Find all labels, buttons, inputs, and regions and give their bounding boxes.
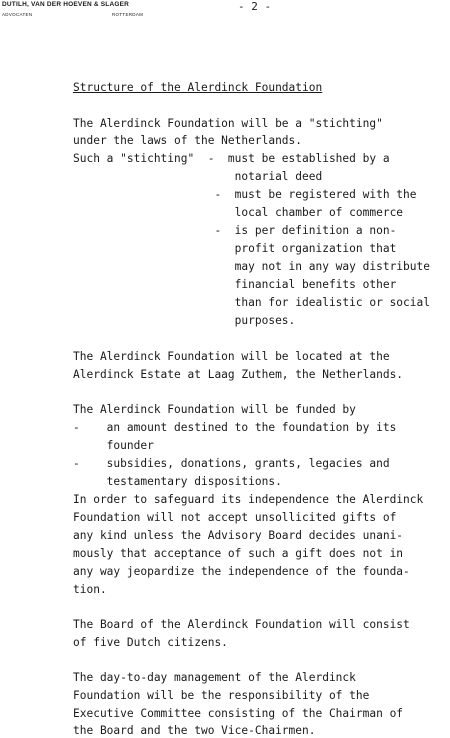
text-line: any kind unless the Advisory Board decides unani- xyxy=(73,529,404,542)
text-line: mously that acceptance of such a gift does not in xyxy=(73,547,404,560)
text-line: purposes. xyxy=(73,314,296,327)
text-line: of five Dutch citizens. xyxy=(73,636,228,649)
page-title: Structure of the Alerdinck Foundation xyxy=(73,81,323,94)
text-line: notarial deed xyxy=(73,170,323,183)
text-line: - is per definition a non- xyxy=(73,224,397,237)
text-line: - must be registered with the xyxy=(73,188,417,201)
text-line: The Alerdinck Foundation will be a "stichting" xyxy=(73,117,383,130)
text-line: The Board of the Alerdinck Foundation will consist xyxy=(73,618,410,631)
text-line: financial benefits other xyxy=(73,278,397,291)
firm-subtitle-left: ADVOCATEN xyxy=(2,12,33,17)
text-line: - subsidies, donations, grants, legacies and xyxy=(73,457,390,470)
text-line: Alerdinck Estate at Laag Zuthem, the Netherlands. xyxy=(73,368,404,381)
text-line: than for idealistic or social xyxy=(73,296,430,309)
page-number: - 2 - xyxy=(238,0,272,13)
firm-name: DUTILH, VAN DER HOEVEN & SLAGER xyxy=(2,1,130,8)
text-line: Such a "stichting" - must be established by a xyxy=(73,152,390,165)
text-line: Executive Committee consisting of the Chairman of xyxy=(73,707,404,720)
text-line: under the laws of the Netherlands. xyxy=(73,134,303,147)
text-line: the Board and the two Vice-Chairmen. xyxy=(73,724,316,737)
text-line: - an amount destined to the foundation by its xyxy=(73,421,397,434)
text-line: Foundation will be the responsibility of the xyxy=(73,689,370,702)
text-line: testamentary dispositions. xyxy=(73,475,282,488)
text-line: The day-to-day management of the Alerdinck xyxy=(73,671,356,684)
text-line: founder xyxy=(73,439,154,452)
text-line: The Alerdinck Foundation will be funded by xyxy=(73,403,356,416)
text-line: In order to safeguard its independence the Alerdinck xyxy=(73,493,424,506)
text-line: The Alerdinck Foundation will be located at the xyxy=(73,350,390,363)
text-line: tion. xyxy=(73,583,107,596)
text-line: profit organization that xyxy=(73,242,397,255)
text-line: any way jeopardize the independence of the founda- xyxy=(73,565,410,578)
firm-subtitle-right: ROTTERDAM xyxy=(112,12,144,17)
text-line: local chamber of commerce xyxy=(73,206,404,219)
text-line: Foundation will not accept unsollicited gifts of xyxy=(73,511,397,524)
text-line: may not in any way distribute xyxy=(73,260,430,273)
